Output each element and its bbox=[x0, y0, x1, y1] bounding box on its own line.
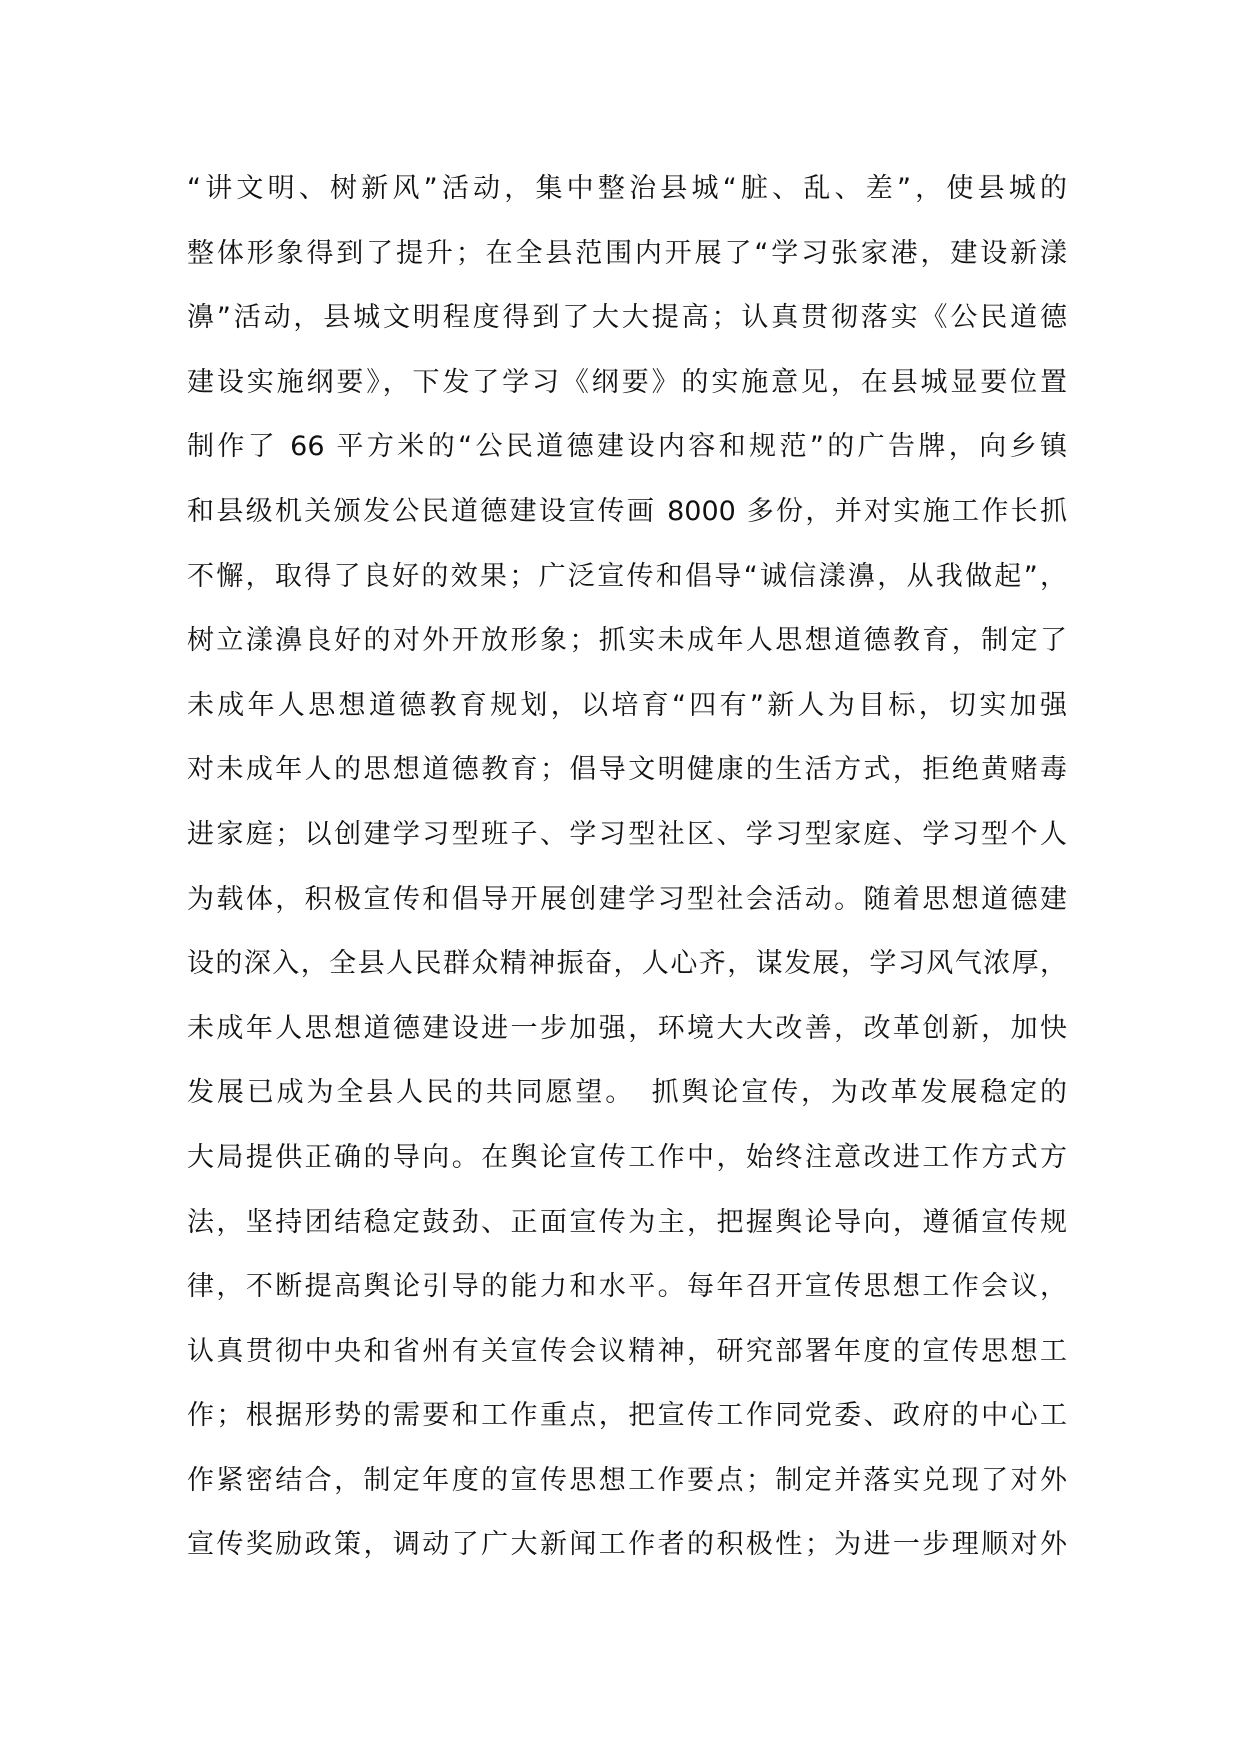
text-line: 发展已成为全县人民的共同愿望。 抓舆论宣传，为改革发展稳定的 bbox=[187, 1077, 1067, 1109]
text-line: 作；根据形势的需要和工作重点，把宣传工作同党委、政府的中心工 bbox=[187, 1400, 1067, 1432]
text-line: “讲文明、树新风”活动，集中整治县城“脏、乱、差”，使县城的 bbox=[187, 173, 1067, 204]
text-line: 大局提供正确的导向。在舆论宣传工作中，始终注意改进工作方式方 bbox=[187, 1141, 1067, 1173]
text-line: 未成年人思想道德教育规划，以培育“四有”新人为目标，切实加强 bbox=[187, 689, 1067, 721]
text-line: 整体形象得到了提升；在全县范围内开展了“学习张家港，建设新漾 bbox=[187, 237, 1067, 269]
text-line: 进家庭；以创建学习型班子、学习型社区、学习型家庭、学习型个人 bbox=[187, 818, 1067, 850]
text-line: 为载体，积极宣传和倡导开展创建学习型社会活动。随着思想道德建 bbox=[187, 883, 1067, 915]
text-line: 律，不断提高舆论引导的能力和水平。每年召开宣传思想工作会议， bbox=[187, 1271, 1067, 1303]
text-line: 树立漾濞良好的对外开放形象；抓实未成年人思想道德教育，制定了 bbox=[187, 625, 1067, 657]
text-line: 设的深入，全县人民群众精神振奋，人心齐，谋发展，学习风气浓厚， bbox=[187, 948, 1067, 980]
text-line: 对未成年人的思想道德教育；倡导文明健康的生活方式，拒绝黄赌毒 bbox=[187, 754, 1067, 786]
text-line: 制作了 66 平方米的“公民道德建设内容和规范”的广告牌，向乡镇 bbox=[187, 431, 1067, 463]
text-line: 宣传奖励政策，调动了广大新闻工作者的积极性；为进一步理顺对外 bbox=[187, 1529, 1067, 1561]
text-line: 认真贯彻中央和省州有关宣传会议精神，研究部署年度的宣传思想工 bbox=[187, 1335, 1067, 1367]
text-line: 濞”活动，县城文明程度得到了大大提高；认真贯彻落实《公民道德 bbox=[187, 302, 1067, 334]
text-line: 建设实施纲要》，下发了学习《纲要》的实施意见，在县城显要位置 bbox=[187, 366, 1067, 398]
text-line: 不懈，取得了良好的效果；广泛宣传和倡导“诚信漾濞，从我做起”， bbox=[187, 560, 1067, 592]
text-line: 未成年人思想道德建设进一步加强，环境大大改善，改革创新，加快 bbox=[187, 1012, 1067, 1044]
text-line: 法，坚持团结稳定鼓劲、正面宣传为主，把握舆论导向，遵循宣传规 bbox=[187, 1206, 1067, 1238]
text-line: 和县级机关颁发公民道德建设宣传画 8000 多份，并对实施工作长抓 bbox=[187, 495, 1067, 527]
text-line: 作紧密结合，制定年度的宣传思想工作要点；制定并落实兑现了对外 bbox=[187, 1464, 1067, 1496]
body-text bbox=[187, 157, 1067, 1578]
